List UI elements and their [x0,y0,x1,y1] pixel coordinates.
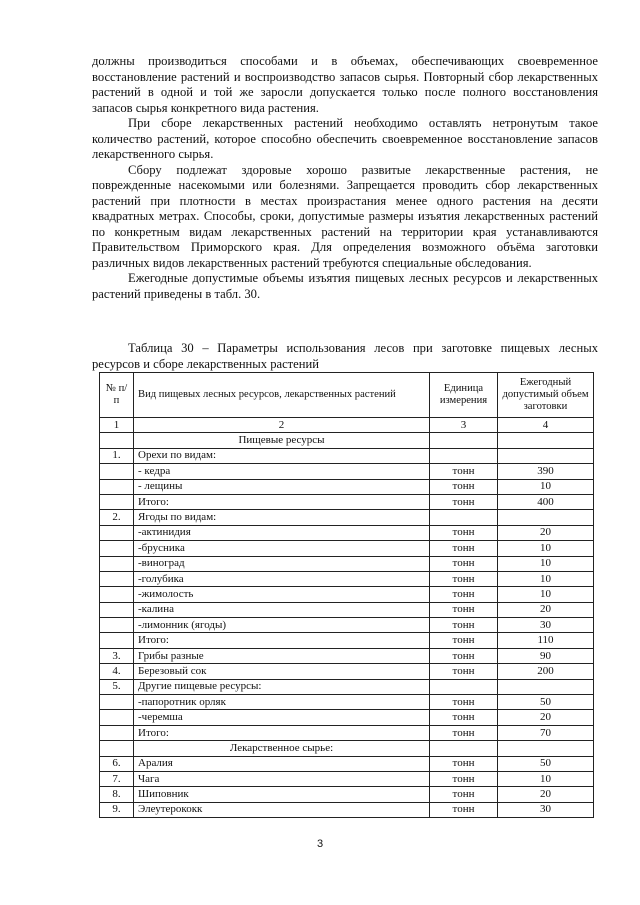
table-body [100,418,594,818]
row-resource-name: -калина [134,602,430,617]
row-value: 10 [498,587,594,602]
table-row [100,510,594,525]
row-value: 20 [498,525,594,540]
row-value [498,510,594,525]
row-number: 7. [100,771,134,786]
section-title: Лекарственное сырье: [134,741,430,756]
row-number [100,618,134,633]
section-unit-cell [430,741,498,756]
row-resource-name: Элеутерококк [134,802,430,817]
row-resource-name: -жимолость [134,587,430,602]
row-value: 50 [498,756,594,771]
row-resource-name: Аралия [134,756,430,771]
section-value-cell [498,741,594,756]
header-annual-volume: Ежегодный допустимый объем заготовки [498,373,594,418]
section-unit-cell [430,433,498,448]
row-unit: тонн [430,541,498,556]
table-row [100,494,594,509]
row-number [100,464,134,479]
header-unit: Единица измерения [430,373,498,418]
section-number-cell [100,433,134,448]
row-value: 50 [498,695,594,710]
row-number [100,695,134,710]
row-number [100,494,134,509]
row-resource-name: Итого: [134,725,430,740]
table-row [100,695,594,710]
row-number [100,479,134,494]
header-resource-type: Вид пищевых лесных ресурсов, лекарственных растений [134,373,430,418]
row-unit: тонн [430,479,498,494]
table-row [100,618,594,633]
paragraph: Сбору подлежат здоровые хорошо развитые лекарственные растения, не поврежденные насекомыми или болезнями. Запрещается проводить сбор лекарственных растений при плотности в местах произрастания менее одного растения на десяти квадратных метрах. Способы, сроки, допустимые размеры изъятия лекарственных растений по конкретным видам лекарственных растений на территории края устанавливаются Правительством Приморского края. Для определения возможного объёма заготовки различных видов лекарственных растений требуются специальные обследования. [92,162,598,270]
table-row [100,787,594,802]
row-number: 4. [100,664,134,679]
row-value: 400 [498,494,594,509]
table-row [100,525,594,540]
table-row [100,571,594,586]
row-resource-name: Ягоды по видам: [134,510,430,525]
row-value: 10 [498,479,594,494]
row-number: 6. [100,756,134,771]
row-unit: тонн [430,602,498,617]
row-unit: тонн [430,633,498,648]
table-row [100,587,594,602]
column-number-row [100,418,594,433]
row-value: 390 [498,464,594,479]
row-value: 110 [498,633,594,648]
section-row [100,741,594,756]
row-resource-name: -актинидия [134,525,430,540]
table-row [100,679,594,694]
paragraph-continued: должны производиться способами и в объемах, обеспечивающих своевременное восстановление растений и воспроизводство запасов сырья. Повторный сбор лекарственных растений в одной и той же заросли допускается только после полного восстановления запасов сырья конкретного вида растения. [92,54,598,115]
row-resource-name: - кедра [134,464,430,479]
row-resource-name: - лещины [134,479,430,494]
row-number: 1. [100,448,134,463]
column-number: 2 [134,418,430,433]
row-number [100,710,134,725]
row-number: 3. [100,648,134,663]
row-unit: тонн [430,725,498,740]
row-unit: тонн [430,756,498,771]
column-number: 3 [430,418,498,433]
row-unit: тонн [430,525,498,540]
table-header-row [100,373,594,418]
row-value: 200 [498,664,594,679]
row-resource-name: -лимонник (ягоды) [134,618,430,633]
row-value: 10 [498,541,594,556]
row-resource-name: Орехи по видам: [134,448,430,463]
row-unit: тонн [430,771,498,786]
table-row [100,725,594,740]
column-number: 4 [498,418,594,433]
table-row [100,633,594,648]
row-unit: тонн [430,571,498,586]
section-number-cell [100,741,134,756]
row-number [100,725,134,740]
table-row [100,664,594,679]
row-unit: тонн [430,710,498,725]
row-unit: тонн [430,802,498,817]
section-row [100,433,594,448]
row-number: 8. [100,787,134,802]
row-number [100,556,134,571]
row-resource-name: -голубика [134,571,430,586]
row-number [100,541,134,556]
row-resource-name: Шиповник [134,787,430,802]
row-value: 20 [498,710,594,725]
row-unit [430,448,498,463]
row-value: 20 [498,602,594,617]
row-unit [430,510,498,525]
row-resource-name: Другие пищевые ресурсы: [134,679,430,694]
row-number: 2. [100,510,134,525]
table-row [100,648,594,663]
row-number: 5. [100,679,134,694]
row-unit: тонн [430,618,498,633]
row-unit: тонн [430,464,498,479]
row-number [100,602,134,617]
row-unit: тонн [430,787,498,802]
column-number: 1 [100,418,134,433]
row-unit [430,679,498,694]
row-resource-name: -виноград [134,556,430,571]
paragraph: При сборе лекарственных растений необходимо оставлять нетронутым такое количество растений, которое способно обеспечить своевременное восстановление запасов лекарственного сырья. [92,116,598,161]
table-row [100,710,594,725]
row-unit: тонн [430,648,498,663]
row-resource-name: Итого: [134,494,430,509]
row-unit: тонн [430,664,498,679]
parameters-table [99,372,594,818]
row-resource-name: -черемша [134,710,430,725]
row-value: 90 [498,648,594,663]
row-number: 9. [100,802,134,817]
row-value: 20 [498,787,594,802]
section-title: Пищевые ресурсы [134,433,430,448]
row-unit: тонн [430,556,498,571]
table-row [100,479,594,494]
row-value: 10 [498,771,594,786]
header-number: № п/п [100,373,134,418]
row-value [498,679,594,694]
table-row [100,448,594,463]
row-unit: тонн [430,494,498,509]
page-number: 3 [316,838,324,850]
row-value: 30 [498,802,594,817]
table-row [100,802,594,817]
paragraph: Ежегодные допустимые объемы изъятия пищевых лесных ресурсов и лекарственных растений приведены в табл. 30. [92,271,598,301]
table-row [100,464,594,479]
row-value: 70 [498,725,594,740]
row-resource-name: Итого: [134,633,430,648]
table-row [100,602,594,617]
row-value: 30 [498,618,594,633]
table-row [100,541,594,556]
row-value: 10 [498,571,594,586]
row-value [498,448,594,463]
row-number [100,633,134,648]
table-row [100,771,594,786]
row-unit: тонн [430,587,498,602]
row-value: 10 [498,556,594,571]
row-resource-name: -папоротник орляк [134,695,430,710]
body-text [92,54,598,302]
row-resource-name: -брусника [134,541,430,556]
row-resource-name: Грибы разные [134,648,430,663]
table-caption: Таблица 30 – Параметры использования лесов при заготовке пищевых лесных ресурсов и сборе лекарственных растений [92,341,598,371]
section-value-cell [498,433,594,448]
row-number [100,525,134,540]
row-unit: тонн [430,695,498,710]
row-resource-name: Чага [134,771,430,786]
row-number [100,587,134,602]
table-row [100,556,594,571]
table-row [100,756,594,771]
row-resource-name: Березовый сок [134,664,430,679]
row-number [100,571,134,586]
